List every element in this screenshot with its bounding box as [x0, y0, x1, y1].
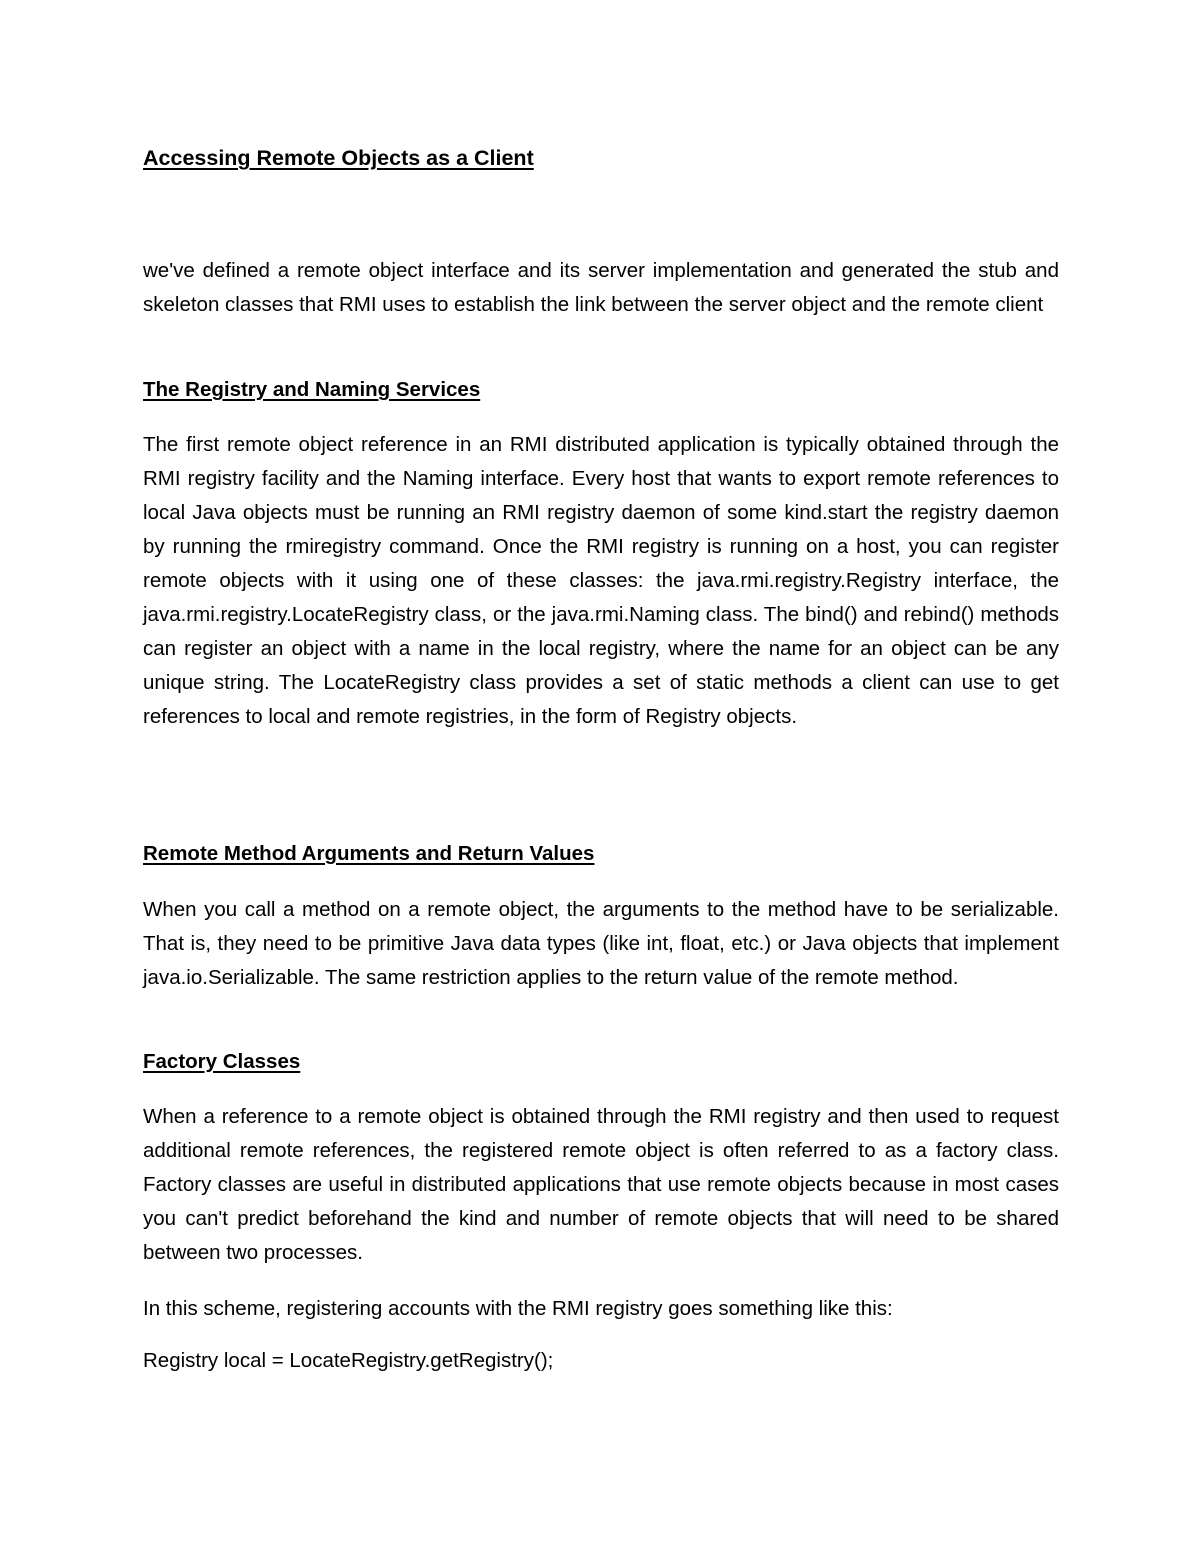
scheme-note: In this scheme, registering accounts with the RMI registry goes something like this: [143, 1297, 893, 1320]
arguments-paragraph: When you call a method on a remote object, the arguments to the method have to be serializable. That is, they need to be primitive Java data types (like int, float, etc.) or Java objects that implement java.io.Serializable. The same restriction applies to the return value of the remote method. [143, 898, 1059, 989]
factory-paragraph: When a reference to a remote object is obtained through the RMI registry and then used to request additional remote references, the registered remote object is often referred to as a factory class. Factory classes are useful in distributed applications that use remote objects because in most cases you can't predict beforehand the kind and number of remote objects that will need to be shared between two processes. [143, 1105, 1059, 1264]
section-heading-registry: The Registry and Naming Services [143, 378, 481, 401]
section-heading-arguments: Remote Method Arguments and Return Values [143, 842, 595, 865]
document-title: Accessing Remote Objects as a Client [143, 146, 534, 170]
code-line: Registry local = LocateRegistry.getRegistry(); [143, 1349, 554, 1372]
section-heading-factory: Factory Classes [143, 1050, 301, 1073]
registry-paragraph: The first remote object reference in an RMI distributed application is typically obtained through the RMI registry facility and the Naming interface. Every host that wants to export remote references to local Java objects must be running an RMI registry daemon of some kind.start the registry daemon by running the rmiregistry command. Once the RMI registry is running on a host, you can register remote objects with it using one of these classes: the java.rmi.registry.Registry interface, the java.rmi.registry.LocateRegistry class, or the java.rmi.Naming class. The bind() and rebind() methods can register an object with a name in the local registry, where the name for an object can be any unique string. The LocateRegistry class provides a set of static methods a client can use to get references to local and remote registries, in the form of Registry objects. [143, 433, 1059, 728]
intro-paragraph: we've defined a remote object interface and its server implementation and generated the stub and skeleton classes that RMI uses to establish the link between the server object and the remote client [143, 259, 1059, 316]
